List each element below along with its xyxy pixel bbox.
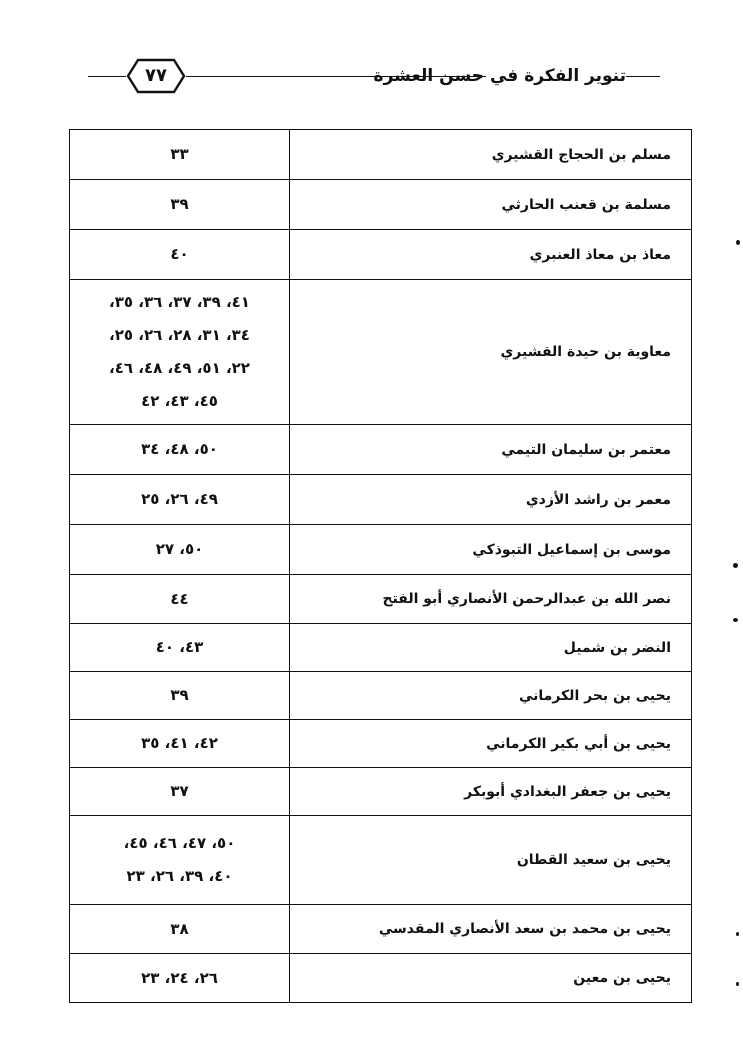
reference-line: ٤٠: [170, 245, 189, 263]
table-row: [70, 905, 692, 954]
table-row: [70, 130, 692, 180]
reference-numbers: [70, 954, 290, 1003]
table-row: [70, 525, 692, 575]
narrator-name: معاوية بن حيدة القشيري: [290, 280, 692, 425]
narrator-name: نصر الله بن عبدالرحمن الأنصاري أبو الفتح: [290, 575, 692, 624]
reference-line: ٤٩، ٢٦، ٢٥: [141, 490, 218, 508]
narrator-name: يحيى بن معين: [290, 954, 692, 1003]
page-header: [88, 56, 660, 96]
reference-numbers: [70, 475, 290, 525]
reference-numbers: [70, 130, 290, 180]
page-number-badge: [126, 58, 186, 94]
reference-numbers: [70, 624, 290, 672]
narrator-name: معتمر بن سليمان التيمي: [290, 425, 692, 475]
running-title: تنوير الفكرة في حسن العشرة: [373, 66, 626, 86]
header-rule-left: [88, 76, 126, 77]
index-table-body: [70, 130, 692, 1003]
narrator-name: يحيى بن محمد بن سعد الأنصاري المقدسي: [290, 905, 692, 954]
table-row: [70, 280, 692, 425]
table-row: [70, 816, 692, 905]
narrator-name: يحيى بن سعيد القطان: [290, 816, 692, 905]
table-row: [70, 230, 692, 280]
reference-numbers: [70, 180, 290, 230]
reference-numbers: [70, 425, 290, 475]
table-row: [70, 768, 692, 816]
reference-numbers: [70, 672, 290, 720]
reference-line: ٣٣: [170, 145, 189, 163]
narrator-name: مسلمة بن قعنب الحارثي: [290, 180, 692, 230]
reference-numbers: [70, 575, 290, 624]
reference-line: ٤٣، ٤٠: [155, 638, 204, 656]
reference-line: ٤٤: [170, 589, 189, 608]
table-row: [70, 475, 692, 525]
reference-line: ٣٧: [170, 782, 189, 800]
reference-numbers: [70, 816, 290, 905]
table-row: [70, 425, 692, 475]
reference-line: ٢٢، ٥١، ٤٩، ٤٨، ٤٦،: [109, 359, 250, 377]
narrator-name: يحيى بن أبي بكير الكرماني: [290, 720, 692, 768]
narrator-name: معاذ بن معاذ العنبري: [290, 230, 692, 280]
reference-line: ٤١، ٣٩، ٣٧، ٣٦، ٣٥،: [109, 293, 250, 311]
margin-speck: [736, 240, 740, 245]
reference-numbers: [70, 768, 290, 816]
table-row: [70, 672, 692, 720]
narrator-name: النضر بن شميل: [290, 624, 692, 672]
reference-line: ٥٠، ٤٧، ٤٦، ٤٥،: [123, 834, 236, 852]
reference-line: ٥٠، ٤٨، ٣٤: [141, 440, 218, 458]
reference-numbers: [70, 720, 290, 768]
narrator-name: يحيى بن بحر الكرماني: [290, 672, 692, 720]
margin-speck: [736, 982, 739, 986]
reference-line: ٣٩: [170, 686, 189, 704]
reference-line: ٥٠، ٢٧: [155, 540, 204, 558]
reference-line: ٤٢، ٤١، ٣٥: [141, 734, 218, 752]
table-row: [70, 720, 692, 768]
reference-line: ٤٥، ٤٣، ٤٢: [141, 392, 218, 410]
reference-line: ٣٩: [170, 195, 189, 213]
margin-speck: [733, 563, 738, 568]
table-row: [70, 180, 692, 230]
narrator-name: معمر بن راشد الأزدي: [290, 475, 692, 525]
reference-line: ٢٦، ٢٤، ٢٣: [141, 968, 218, 987]
page-number: ٧٧: [145, 65, 167, 86]
margin-speck: [736, 932, 739, 936]
reference-numbers: [70, 280, 290, 425]
table-row: [70, 624, 692, 672]
reference-line: ٣٨: [170, 919, 189, 938]
table-row: [70, 575, 692, 624]
margin-speck: [733, 618, 738, 622]
reference-numbers: [70, 905, 290, 954]
reference-numbers: [70, 525, 290, 575]
reference-line: ٤٠، ٣٩، ٢٦، ٢٣: [126, 867, 233, 885]
table-row: [70, 954, 692, 1003]
narrator-name: مسلم بن الحجاج القشيري: [290, 130, 692, 180]
reference-line: ٣٤، ٣١، ٢٨، ٢٦، ٢٥،: [109, 326, 250, 344]
reference-numbers: [70, 230, 290, 280]
index-table: [69, 129, 692, 1003]
narrator-name: موسى بن إسماعيل التبوذكي: [290, 525, 692, 575]
narrator-name: يحيى بن جعفر البغدادي أبوبكر: [290, 768, 692, 816]
header-rule-right: [626, 76, 660, 77]
